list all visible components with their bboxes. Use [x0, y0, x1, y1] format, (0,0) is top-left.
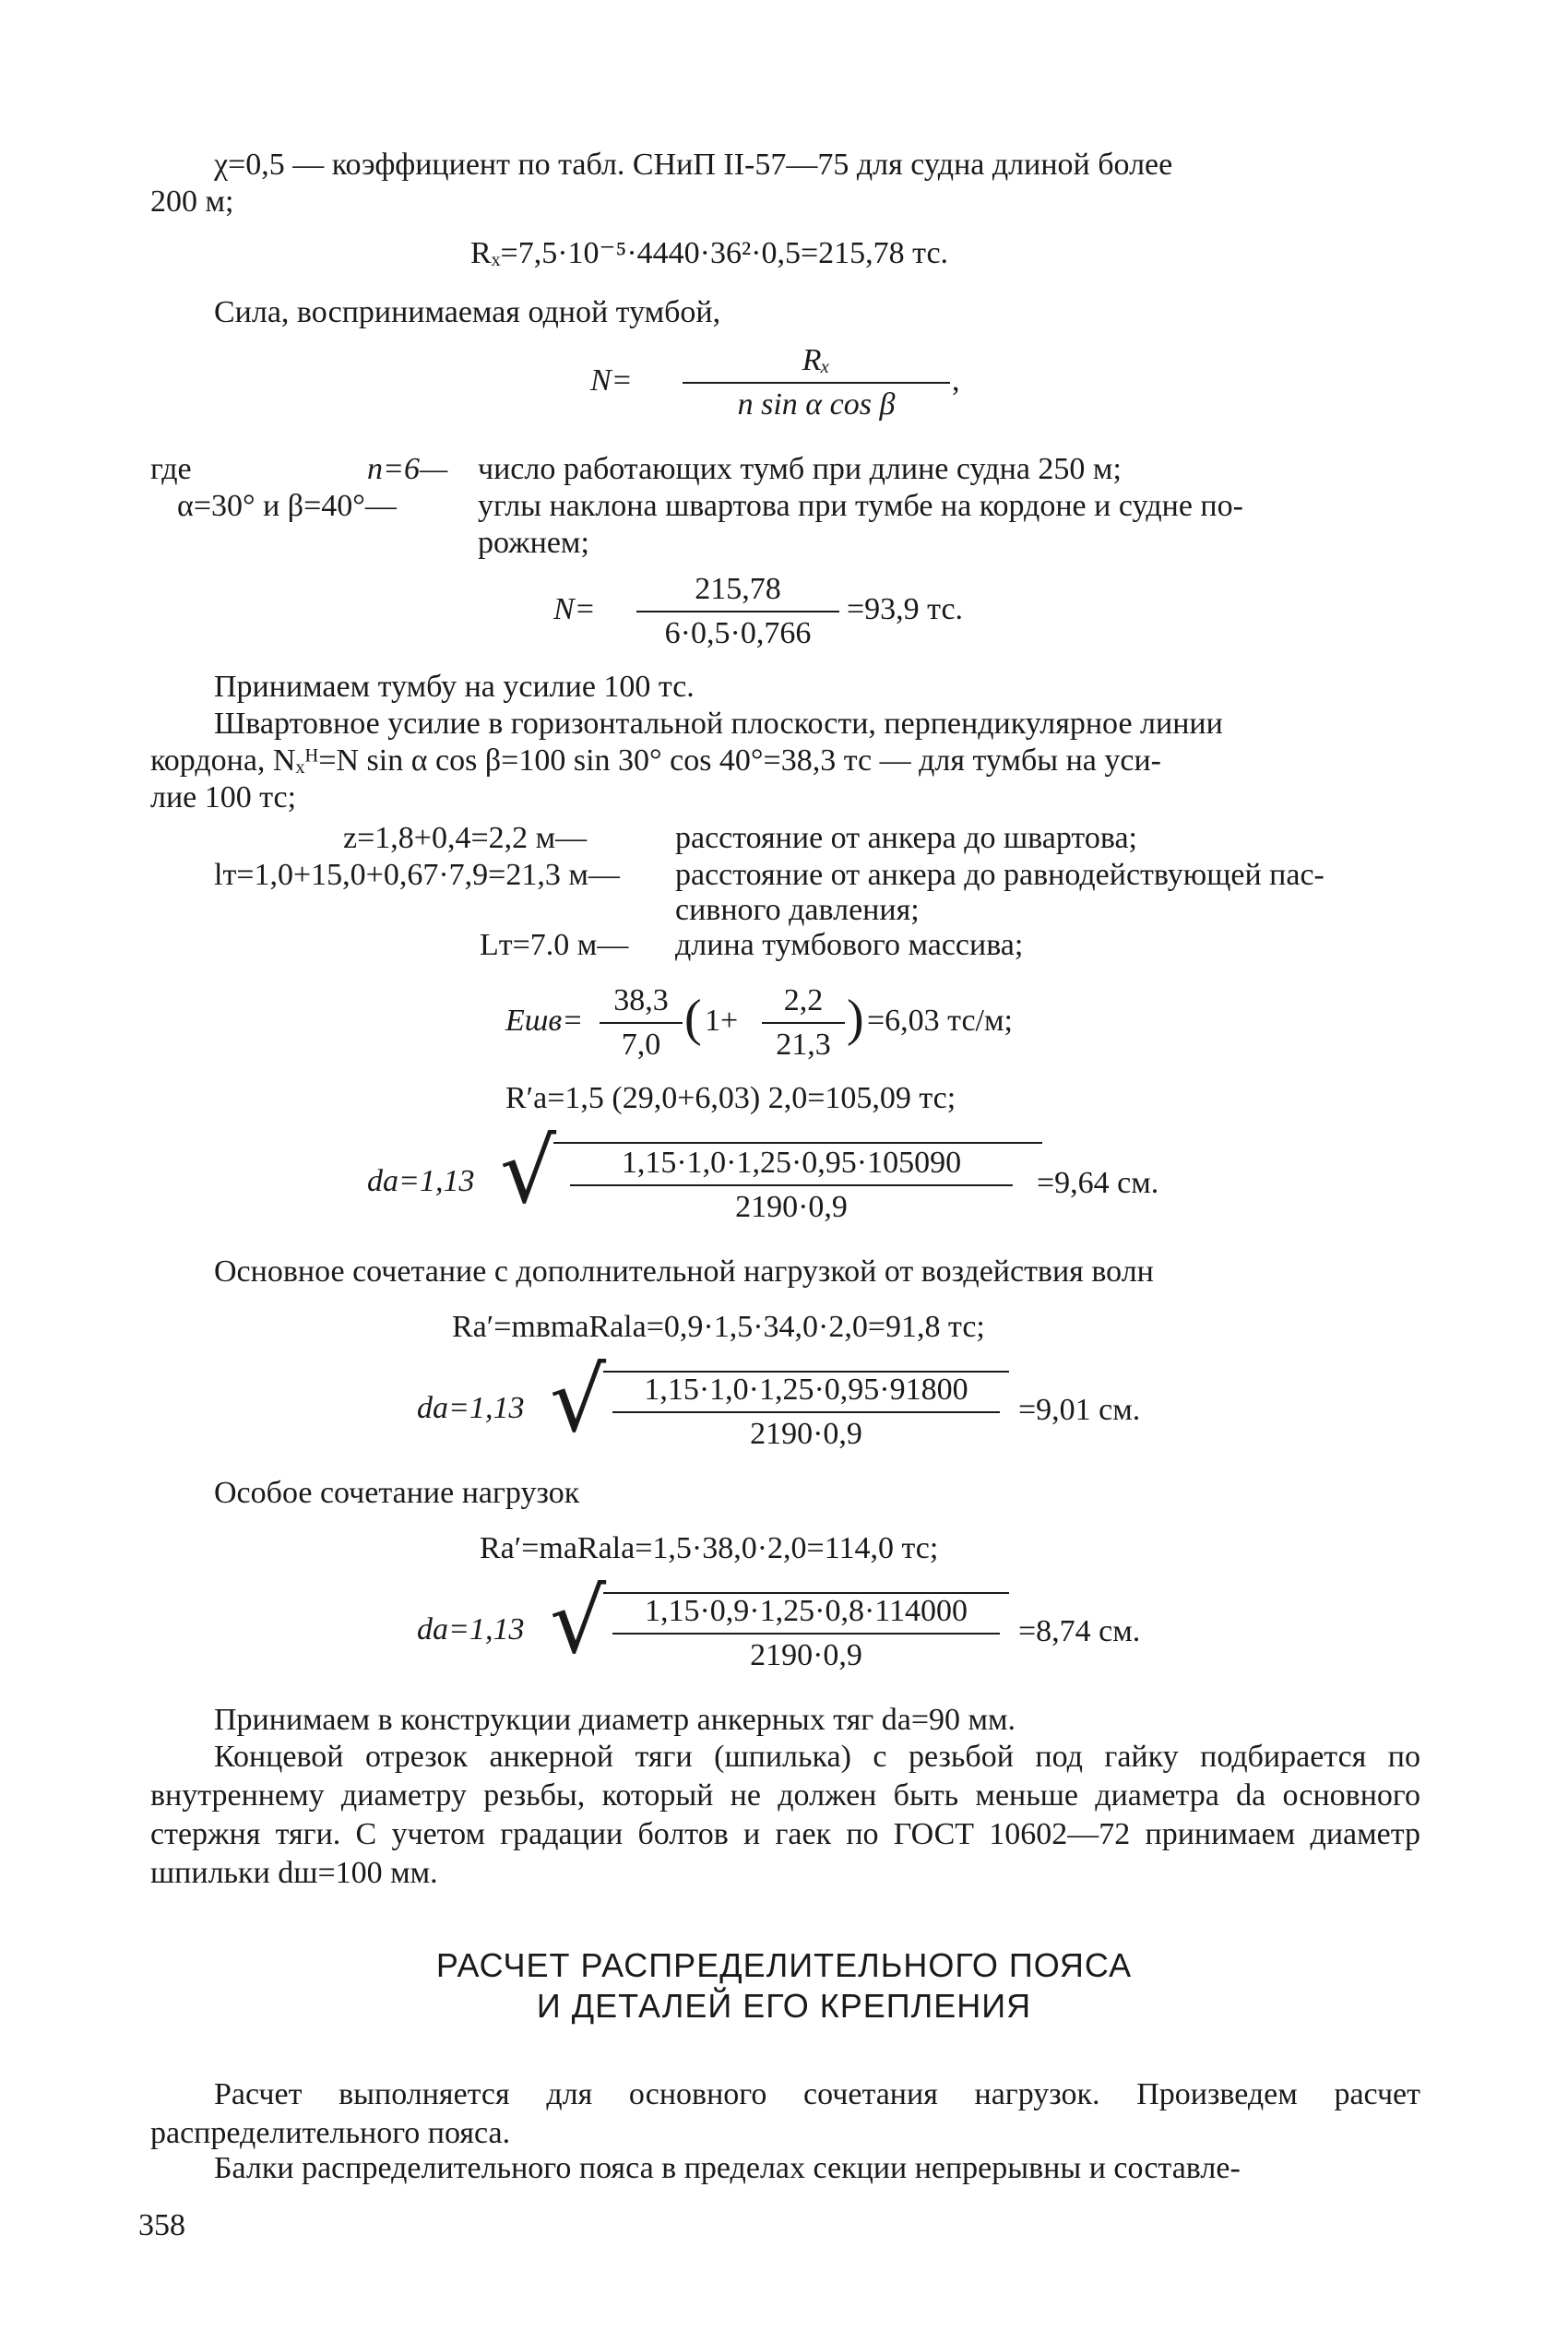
- beams-line: Балки распределительного пояса в пределах секции непрерывны и составле-: [214, 2151, 1241, 2185]
- angles-text: углы наклона швартова при тумбе на кордоне и судне по-: [478, 489, 1243, 523]
- e-open-paren: (: [684, 990, 702, 1047]
- da3-numerator: 1,15·0,9·1,25·0,8·114000: [612, 1592, 1000, 1635]
- n-def-text: число работающих тумб при длине судна 250 м;: [478, 452, 1122, 486]
- l-def-continuation: сивного давления;: [675, 893, 920, 927]
- da2-denominator: 2190·0,9: [750, 1417, 862, 1451]
- accept-tumb: Принимаем тумбу на усилие 100 тс.: [214, 670, 695, 704]
- end-segment-paragraph: Концевой отрезок анкерной тяги (шпилька) с резьбой под гайку подбирается по внутреннему диаметру резьбы, который не должен быть меньше диаметра dа основного стержня тяги. С учетом градации болтов и гаек по ГОСТ 10602—72 принимаем диаметр шпильки dш=100 мм.: [150, 1740, 1420, 1890]
- ra-formula-3: Rа′=mаRаlа=1,5·38,0·2,0=114,0 тс;: [480, 1531, 939, 1565]
- da2-result: =9,01 см.: [1018, 1393, 1141, 1427]
- rx-formula: Rₓ=7,5·10⁻⁵·4440·36²·0,5=215,78 тс.: [470, 236, 949, 270]
- ra-formula-1: R′а=1,5 (29,0+6,03) 2,0=105,09 тс;: [505, 1081, 956, 1115]
- n-calc-result: =93,9 тс.: [847, 592, 964, 626]
- da1-denominator: 2190·0,9: [735, 1190, 848, 1224]
- calc-paragraph: Расчет выполняется для основного сочетания нагрузок. Произведем расчет распределительного пояса.: [150, 2077, 1420, 2150]
- l-def-text: расстояние от анкера до равнодействующей пас-: [675, 858, 1324, 892]
- da1-result: =9,64 см.: [1037, 1166, 1159, 1200]
- L-def-lhs: Lт=7.0 м—: [480, 928, 629, 962]
- sqrt-sign-2: √: [550, 1349, 607, 1452]
- e-fraction-1: [600, 981, 683, 1064]
- e-one-plus: 1+: [705, 1004, 739, 1038]
- section-heading-line-2: И ДЕТАЛЕЙ ЕГО КРЕПЛЕНИЯ: [536, 1987, 1032, 2025]
- n-calc-denominator: 6·0,5·0,766: [664, 616, 812, 650]
- page-number: 358: [138, 2208, 185, 2242]
- da1-numerator: 1,15·1,0·1,25·0,95·105090: [570, 1144, 1013, 1186]
- n-numerator: Rₓ: [683, 341, 950, 384]
- e-close-paren: ): [847, 990, 864, 1047]
- l-def-lhs: lт=1,0+15,0+0,67·7,9=21,3 м—: [214, 858, 620, 892]
- mooring-line-1: Швартовное усилие в горизонтальной плоскости, перпендикулярное линии: [214, 707, 1223, 741]
- da3-lhs: dа=1,13: [417, 1612, 525, 1647]
- da3-result: =8,74 см.: [1018, 1614, 1141, 1648]
- sqrt-sign-1: √: [500, 1120, 557, 1223]
- mooring-line-2: кордона, Nₓᴴ=N sin α cos β=100 sin 30° cos 40°=38,3 тс — для тумбы на уси-: [150, 743, 1161, 778]
- z-def-text: расстояние от анкера до швартова;: [675, 821, 1137, 855]
- angles-lhs: α=30° и β=40°—: [177, 489, 397, 523]
- da1-fraction: [570, 1144, 1013, 1227]
- e-result: =6,03 тс/м;: [867, 1004, 1013, 1038]
- da3-denominator: 2190·0,9: [750, 1638, 862, 1672]
- chi-continuation: 200 м;: [150, 184, 234, 219]
- sqrt-sign-3: √: [550, 1570, 607, 1673]
- n-lhs: N=: [590, 363, 633, 398]
- e-den-2: 21,3: [776, 1028, 831, 1062]
- basic-combination: Основное сочетание с дополнительной нагрузкой от воздействия волн: [214, 1254, 1154, 1289]
- da1-lhs: dа=1,13: [367, 1164, 475, 1198]
- n-calc-fraction: [636, 570, 839, 653]
- n-fraction: [683, 341, 950, 424]
- n-calc-lhs: N=: [553, 592, 596, 626]
- special-combination: Особое сочетание нагрузок: [214, 1476, 580, 1510]
- where-label: где: [150, 452, 192, 486]
- angles-continuation: рожнем;: [478, 526, 589, 560]
- da3-fraction: [612, 1592, 1000, 1675]
- da2-fraction: [612, 1371, 1000, 1454]
- da2-lhs: dа=1,13: [417, 1391, 525, 1425]
- da2-numerator: 1,15·1,0·1,25·0,95·91800: [612, 1371, 1000, 1413]
- ra-formula-2: Rа′=mвmаRаlа=0,9·1,5·34,0·2,0=91,8 тс;: [452, 1310, 985, 1344]
- chi-line: χ=0,5 — коэффициент по табл. СНиП II-57—75 для судна длиной более: [214, 148, 1173, 182]
- n-calc-numerator: 215,78: [636, 570, 839, 612]
- n-denominator: n sin α cos β: [737, 387, 896, 422]
- e-fraction-2: [762, 981, 845, 1064]
- force-intro: Сила, воспринимаемая одной тумбой,: [214, 295, 721, 329]
- section-heading-line-1: РАСЧЕТ РАСПРЕДЕЛИТЕЛЬНОГО ПОЯСА: [435, 1946, 1133, 1984]
- n-def-lhs: n=6—: [367, 452, 448, 486]
- e-num-2: 2,2: [762, 981, 845, 1024]
- L-def-text: длина тумбового массива;: [675, 928, 1024, 962]
- mooring-line-3: лие 100 тс;: [150, 780, 297, 814]
- accept-diameter: Принимаем в конструкции диаметр анкерных тяг dа=90 мм.: [214, 1703, 1016, 1737]
- e-den-1: 7,0: [621, 1028, 661, 1062]
- n-comma: ,: [952, 363, 960, 398]
- z-def-lhs: z=1,8+0,4=2,2 м—: [343, 821, 588, 855]
- e-num-1: 38,3: [600, 981, 683, 1024]
- e-lhs: Eшв=: [505, 1004, 584, 1038]
